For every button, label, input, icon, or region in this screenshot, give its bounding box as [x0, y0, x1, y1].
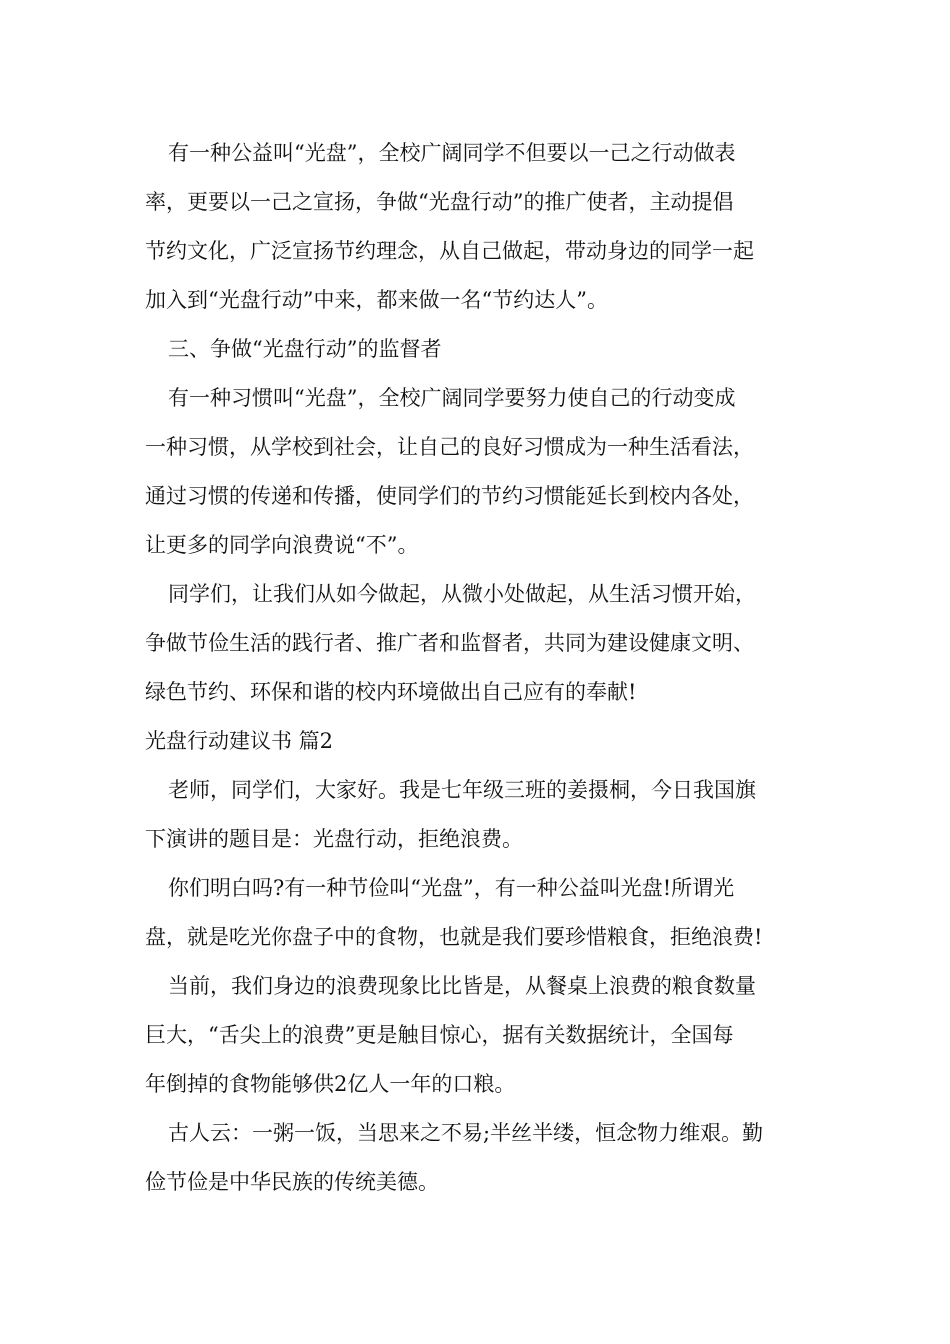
paragraph-line: 争做节俭生活的践行者、推广者和监督者，共同为建设健康文明、 [145, 631, 754, 655]
paragraph-line: 加入到“光盘行动”中来，都来做一名“节约达人”。 [145, 288, 608, 312]
paragraph-line: 让更多的同学向浪费说“不”。 [145, 533, 419, 557]
paragraph-line: 有一种习惯叫“光盘”，全校广阔同学要努力使自己的行动变成 [168, 386, 736, 410]
paragraph-line: 率，更要以一己之宣扬，争做“光盘行动”的推广使者，主动提倡 [145, 190, 734, 214]
paragraph-line: 俭节俭是中华民族的传统美德。 [145, 1170, 439, 1194]
paragraph-line: 老师，同学们，大家好。我是七年级三班的姜摄桐，今日我国旗 [168, 778, 756, 802]
paragraph-line: 绿色节约、环保和谐的校内环境做出自己应有的奉献! [145, 680, 637, 704]
paragraph-line: 下演讲的题目是：光盘行动，拒绝浪费。 [145, 827, 523, 851]
paragraph-line: 巨大，“舌尖上的浪费”更是触目惊心，据有关数据统计，全国每 [145, 1023, 734, 1047]
paragraph-line: 一种习惯，从学校到社会，让自己的良好习惯成为一种生活看法， [145, 435, 754, 459]
paragraph-line: 盘，就是吃光你盘子中的食物，也就是我们要珍惜粮食，拒绝浪费! [145, 925, 763, 949]
paragraph-line: 年倒掉的食物能够供2亿人一年的口粮。 [145, 1072, 516, 1096]
paragraph-line: 你们明白吗?有一种节俭叫“光盘”，有一种公益叫光盘!所谓光 [168, 876, 735, 900]
paragraph-line: 节约文化，广泛宣扬节约理念，从自己做起，带动身边的同学一起 [145, 239, 754, 263]
paragraph-line: 古人云：一粥一饭，当思来之不易;半丝半缕，恒念物力维艰。勤 [168, 1121, 764, 1145]
section-heading: 三、争做“光盘行动”的监督者 [168, 337, 442, 361]
paragraph-line: 通过习惯的传递和传播，使同学们的节约习惯能延长到校内各处， [145, 484, 754, 508]
article-title: 光盘行动建议书 篇2 [145, 729, 334, 753]
paragraph-line: 有一种公益叫“光盘”，全校广阔同学不但要以一己之行动做表 [168, 141, 736, 165]
paragraph-line: 当前，我们身边的浪费现象比比皆是，从餐桌上浪费的粮食数量 [168, 974, 756, 998]
paragraph-line: 同学们，让我们从如今做起，从微小处做起，从生活习惯开始， [168, 582, 756, 606]
document-body [145, 129, 810, 1207]
